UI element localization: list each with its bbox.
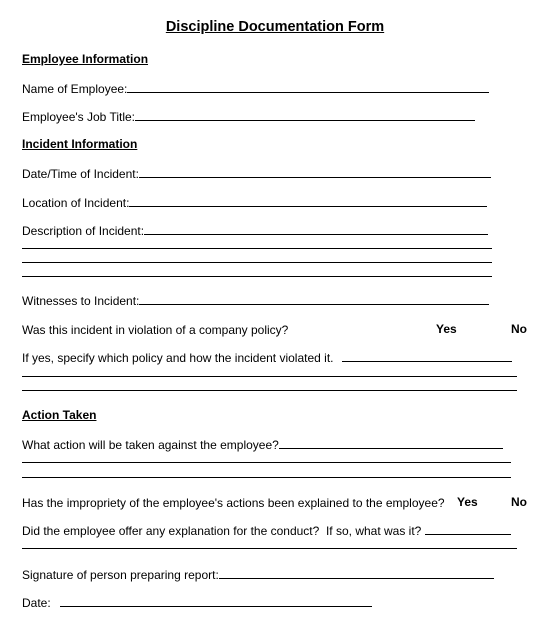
witnesses-label: Witnesses to Incident: — [22, 294, 140, 308]
job-title-label: Employee's Job Title: — [22, 110, 136, 124]
policy-no-option[interactable]: No — [511, 322, 527, 336]
description-label: Description of Incident: — [22, 224, 145, 238]
date-label: Date: — [22, 596, 51, 610]
datetime-row — [22, 165, 491, 181]
job-title-row — [22, 108, 475, 124]
specify-policy-line-2[interactable] — [22, 376, 517, 377]
explanation-question-row — [22, 522, 511, 538]
location-row — [22, 194, 487, 210]
explanation-line-2[interactable] — [22, 548, 517, 549]
explanation-field[interactable] — [425, 523, 511, 535]
action-line-3[interactable] — [22, 477, 511, 478]
policy-question-row — [22, 321, 288, 337]
explained-no-option[interactable]: No — [511, 495, 527, 509]
action-field[interactable] — [279, 437, 503, 449]
description-line-3[interactable] — [22, 262, 492, 263]
description-field[interactable] — [144, 223, 488, 235]
specify-policy-label: If yes, specify which policy and how the incident violated it. — [22, 351, 334, 365]
form-title: Discipline Documentation Form — [165, 19, 385, 35]
location-label: Location of Incident: — [22, 196, 130, 210]
location-field[interactable] — [129, 195, 487, 207]
datetime-label: Date/Time of Incident: — [22, 167, 139, 181]
signature-field[interactable] — [219, 567, 494, 579]
witnesses-row — [22, 292, 489, 308]
section-action-taken: Action Taken — [22, 408, 97, 422]
signature-label: Signature of person preparing report: — [22, 568, 219, 582]
name-of-employee-row — [22, 80, 489, 96]
description-row — [22, 222, 488, 238]
date-field[interactable] — [60, 595, 372, 607]
description-line-2[interactable] — [22, 248, 492, 249]
job-title-field[interactable] — [135, 109, 475, 121]
section-incident-information: Incident Information — [22, 137, 138, 151]
signature-row — [22, 566, 494, 582]
witnesses-field[interactable] — [139, 293, 489, 305]
specify-policy-line-3[interactable] — [22, 390, 517, 391]
explained-question-label: Has the impropriety of the employee's actions been explained to the employee? — [22, 496, 445, 510]
name-of-employee-label: Name of Employee: — [22, 82, 128, 96]
name-of-employee-field[interactable] — [127, 81, 489, 93]
specify-policy-row — [22, 349, 512, 365]
explained-yes-option[interactable]: Yes — [457, 495, 478, 509]
description-line-4[interactable] — [22, 276, 492, 277]
date-row — [22, 594, 372, 610]
action-question-label: What action will be taken against the employee? — [22, 438, 279, 452]
datetime-field[interactable] — [139, 166, 491, 178]
action-line-2[interactable] — [22, 462, 511, 463]
explained-question-row — [22, 494, 445, 510]
policy-yes-option[interactable]: Yes — [436, 322, 457, 336]
policy-question-label: Was this incident in violation of a company policy? — [22, 323, 289, 337]
explanation-question-label: Did the employee offer any explanation for the conduct? If so, what was it? — [22, 524, 422, 538]
action-question-row — [22, 436, 503, 452]
section-employee-information: Employee Information — [22, 52, 149, 66]
specify-policy-field[interactable] — [342, 350, 512, 362]
